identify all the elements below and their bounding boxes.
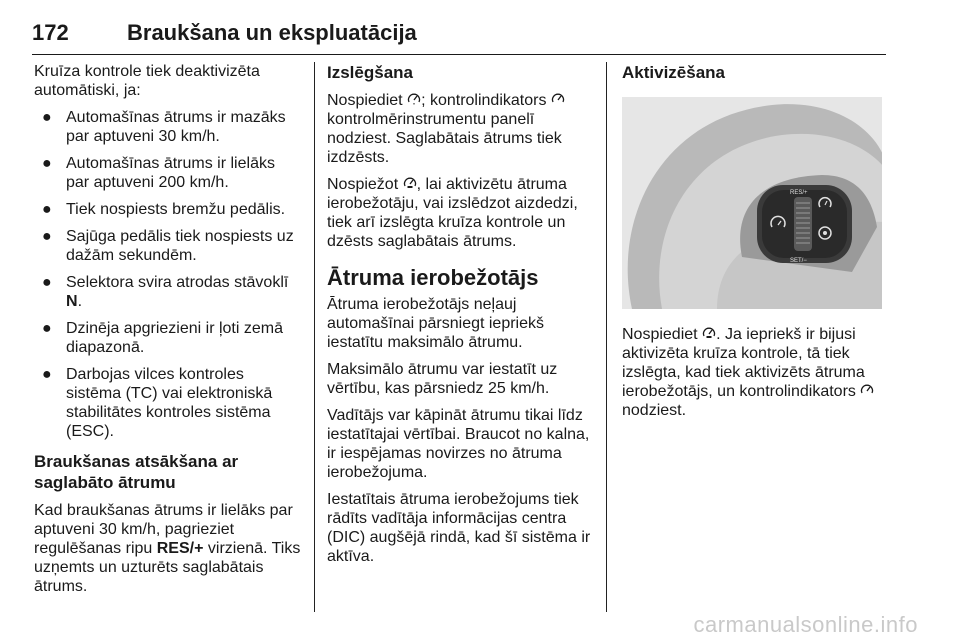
- bullet-icon: ●: [42, 366, 52, 383]
- limiter-paragraph-1: Ātruma ierobežotājs neļauj automašīnai pārsniegt iepriekš iestatītu maksimālo ātrumu.: [327, 296, 545, 351]
- column-right: [622, 62, 892, 428]
- speed-limiter-icon: [403, 175, 417, 194]
- limiter-paragraph-2: Maksimālo ātrumu var iestatīt uz vērtību, kas pārsniedz 25 km/h.: [327, 361, 558, 397]
- speed-limiter-icon: [702, 325, 716, 344]
- bullet-icon: ●: [42, 201, 52, 218]
- resume-paragraph: Kad braukšanas ātrums ir lielāks par aptuveni 30 km/h, pagrieziet regulēšanas ripu RES/+ virzienā. Tiks uzņemts un uzturēts saglabātais ātrums.: [34, 502, 301, 595]
- bullet-icon: ●: [42, 228, 52, 245]
- resume-heading: Braukšanas atsākšana ar saglabāto ātrumu: [34, 452, 239, 492]
- list-item: ● Sajūga pedālis tiek nospiests uz dažām sekundēm.: [42, 228, 294, 264]
- res-label: RES/+: [790, 190, 808, 196]
- on-paragraph: Nospiediet . Ja iepriekš ir bijusi aktivizēta kruīza kontrole, tā tiek izslēgta, kad tiek aktivizēts ātruma ierobežotājs, un kontrolindikators nodziest.: [622, 325, 892, 420]
- off-heading: Izslēgšana: [327, 63, 413, 82]
- limiter-paragraph-4: Iestatītais ātruma ierobežojums tiek rādīts vadītāja informācijas centra (DIC) augšējā rindā, kad šī sistēma ir aktīva.: [327, 491, 591, 565]
- page-number: 172: [32, 20, 69, 45]
- list-item: ● Automašīnas ātrums ir lielāks par aptuveni 200 km/h.: [42, 155, 275, 191]
- deactivation-list: [34, 108, 302, 441]
- bullet-icon: ●: [42, 109, 52, 126]
- list-item: ● Automašīnas ātrums ir mazāks par aptuveni 30 km/h.: [42, 109, 286, 145]
- chapter-title: Braukšana un ekspluatācija: [127, 20, 417, 45]
- set-label: SET/−: [790, 258, 807, 264]
- watermark: carmanualsonline.info: [693, 612, 918, 637]
- on-heading: Aktivizēšana: [622, 63, 725, 82]
- column-divider: [606, 62, 607, 612]
- list-item: ● Darbojas vilces kontroles sistēma (TC) vai elektroniskā stabilitātes kontroles sistēma (ESC).: [42, 366, 273, 440]
- off-paragraph-1: Nospiediet ; kontrolindikators kontrolmērinstrumentu panelī nodziest. Saglabātais ātrums tiek izdzēsts.: [327, 91, 597, 167]
- column-middle: [327, 62, 597, 574]
- column-divider: [314, 62, 315, 612]
- res-plus-label: RES/+: [156, 540, 204, 557]
- cruise-control-icon: [860, 382, 874, 401]
- list-item: ● Tiek nospiests bremžu pedālis.: [42, 201, 286, 218]
- limiter-paragraph-3: Vadītājs var kāpināt ātrumu tikai līdz iestatītajai vērtībai. Braucot no kalna, ir iespējamas novirzes no ātruma ierobežojuma.: [327, 407, 590, 481]
- limiter-heading: Ātruma ierobežotājs: [327, 265, 539, 290]
- list-item: ● Dzinēja apgriezieni ir ļoti zemā diapazonā.: [42, 320, 283, 356]
- page-header: [32, 20, 886, 55]
- steering-wheel-illustration: [622, 97, 882, 309]
- off-paragraph-2: Nospiežot , lai aktivizētu ātruma ierobežotāju, vai izslēdzot aizdedzi, tiek arī izslēgta kruīza kontrole un dzēsts saglabātais ātrums.: [327, 176, 578, 250]
- column-left: [34, 62, 302, 604]
- steering-wheel-figure: [622, 97, 882, 309]
- cruise-control-icon: [407, 91, 421, 110]
- bullet-icon: ●: [42, 274, 52, 291]
- intro-paragraph: Kruīza kontrole tiek deaktivizēta automātiski, ja:: [34, 63, 260, 99]
- bullet-icon: ●: [42, 320, 52, 337]
- gear-position-n: N: [66, 293, 78, 310]
- bullet-icon: ●: [42, 155, 52, 172]
- list-item: ● Selektora svira atrodas stāvoklī N.: [42, 274, 289, 310]
- cruise-control-icon: [551, 91, 565, 110]
